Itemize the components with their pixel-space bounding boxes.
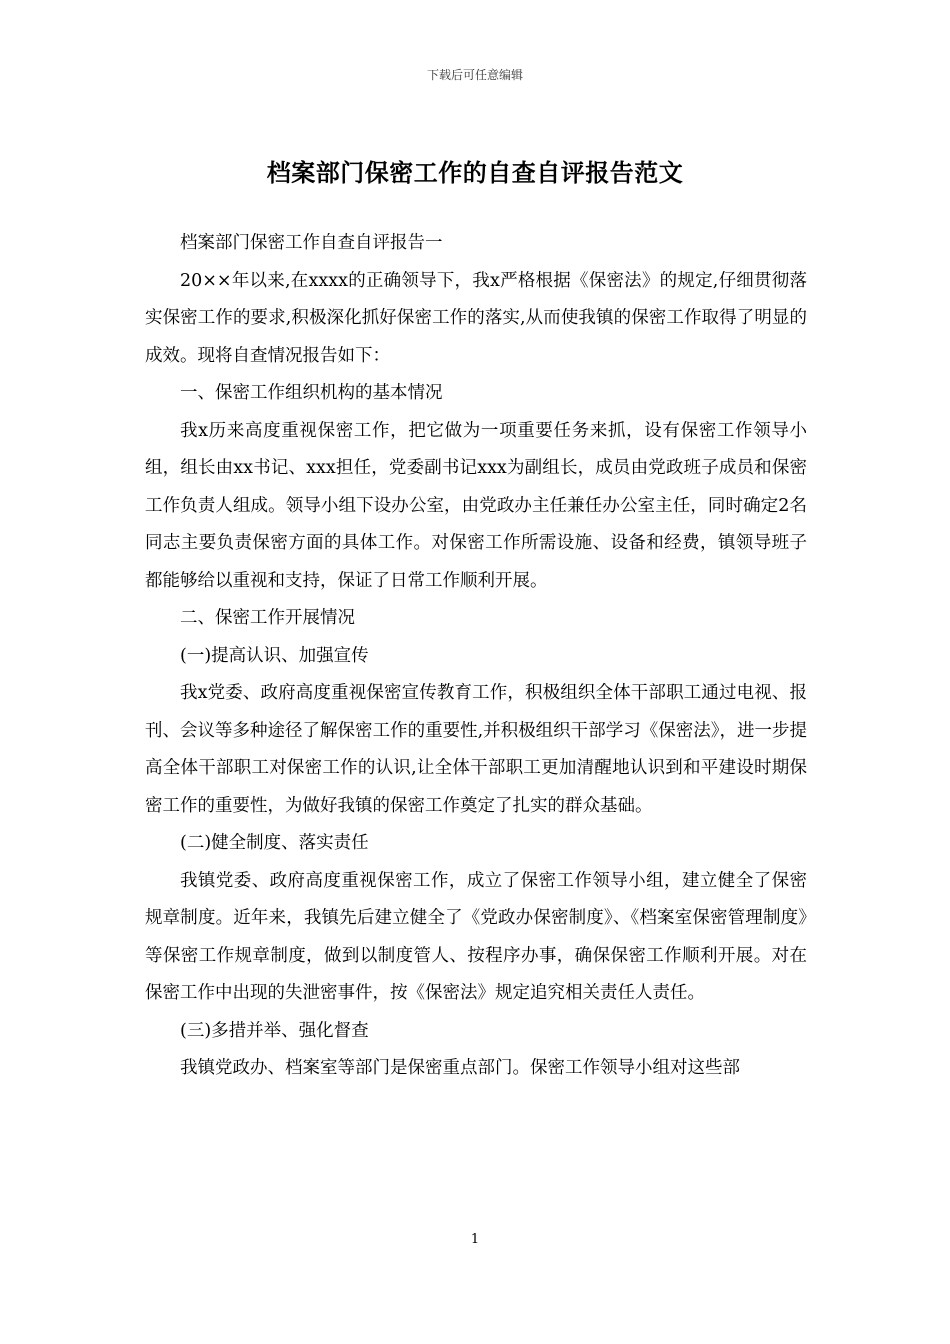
section-heading-1: 一、保密工作组织机构的基本情况 <box>180 383 443 403</box>
document-title: 档案部门保密工作的自查自评报告范文 <box>266 158 684 187</box>
subsection-1-paragraph: 我x党委、政府高度重视保密宣传教育工作，积极组织全体干部职工通过电视、报刊、会议等多种途径了解保密工作的重要性,并积极组织干部学习《保密法》，进一步提高全体干部职工对保密工作的认识,让全体干部职工更加清醒地认识到和平建设时期保密工作的重要性，为做好我镇的保密工作奠定了扎实的群众基础。 <box>145 683 807 816</box>
section-heading-2: 二、保密工作开展情况 <box>180 608 355 628</box>
header-note: 下载后可任意编辑 <box>426 68 523 82</box>
subsection-3-paragraph: 我镇党政办、档案室等部门是保密重点部门。保密工作领导小组对这些部 <box>180 1058 740 1078</box>
intro-paragraph: 20××年以来,在xxxx的正确领导下，我x严格根据《保密法》的规定,仔细贯彻落实保密工作的要求,积极深化抓好保密工作的落实,从而使我镇的保密工作取得了明显的成效。现将自查情况报告如下： <box>145 270 807 366</box>
subsection-2-paragraph: 我镇党委、政府高度重视保密工作，成立了保密工作领导小组，建立健全了保密规章制度。近年来，我镇先后建立健全了《党政办保密制度》、《档案室保密管理制度》等保密工作规章制度，做到以制度管人、按程序办事，确保保密工作顺利开展。对在保密工作中出现的失泄密事件，按《保密法》规定追究相关责任人责任。 <box>145 870 807 1003</box>
subsection-heading-3: (三)多措并举、强化督查 <box>180 1020 369 1041</box>
section-1-paragraph: 我x历来高度重视保密工作，把它做为一项重要任务来抓，设有保密工作领导小组，组长由xx书记、xxx担任，党委副书记xxx为副组长，成员由党政班子成员和保密工作负责人组成。领导小组下设办公室，由党政办主任兼任办公室主任，同时确定2名同志主要负责保密方面的具体工作。对保密工作所需设施、设备和经费，镇领导班子都能够给以重视和支持，保证了日常工作顺利开展。 <box>145 420 807 591</box>
subsection-heading-1: (一)提高认识、加强宣传 <box>180 645 369 666</box>
report-subtitle: 档案部门保密工作自查自评报告一 <box>180 233 443 253</box>
document-body <box>145 225 807 1088</box>
page-number: 1 <box>470 1232 480 1247</box>
subsection-heading-2: (二)健全制度、落实责任 <box>180 833 369 853</box>
